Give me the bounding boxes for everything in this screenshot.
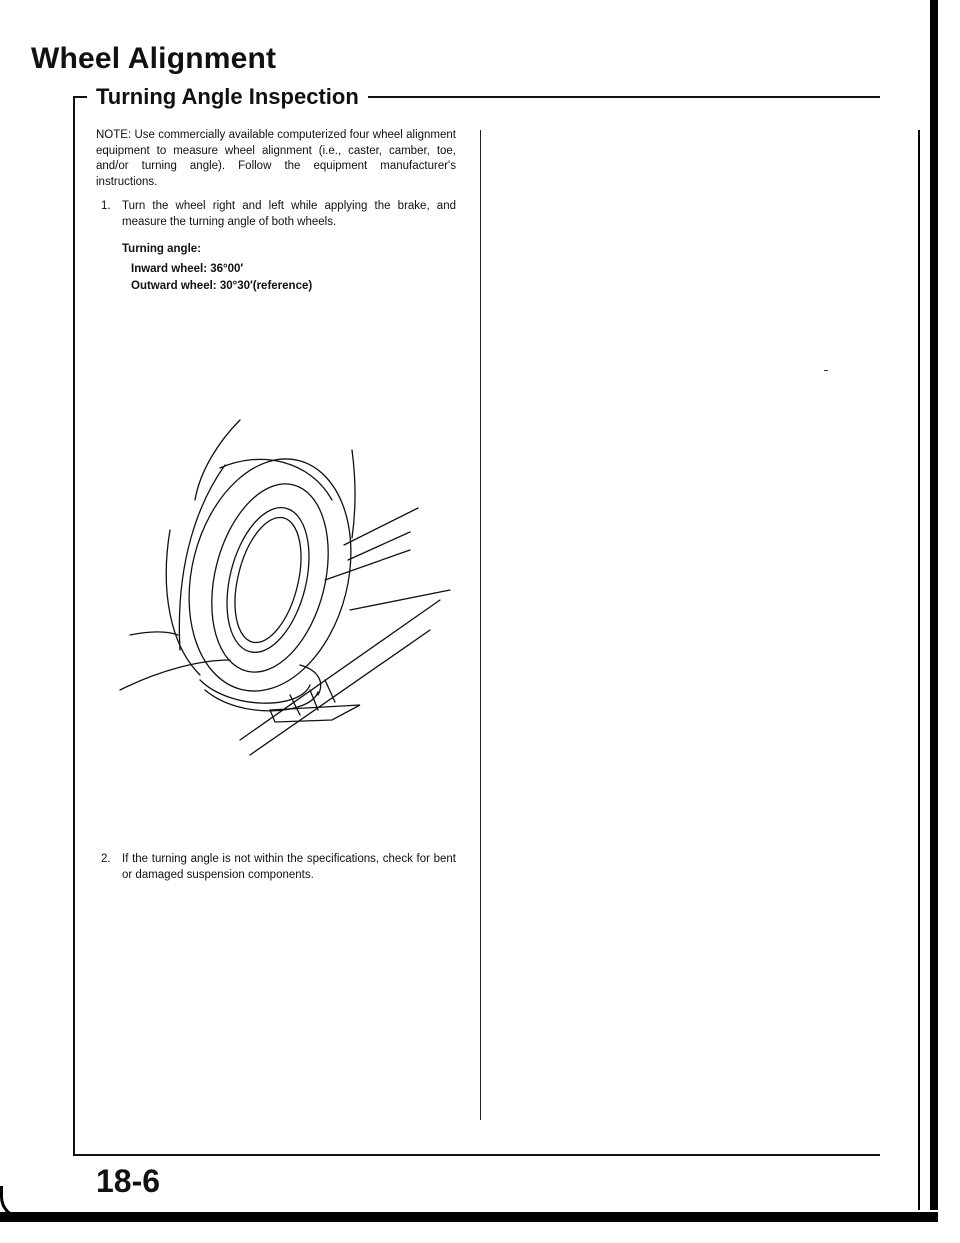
- step-2-number: 2.: [101, 853, 111, 865]
- stray-mark: [824, 370, 828, 371]
- main-text-column: [96, 128, 456, 297]
- column-divider: [480, 130, 481, 1120]
- page-edge-bar-right: [930, 0, 938, 1210]
- section-bracket-top-right: [368, 96, 880, 98]
- page-edge-bar-bottom: [0, 1212, 938, 1222]
- note-paragraph: NOTE: Use commercially available computerized four wheel alignment equipment to measure wheel alignment (i.e., caster, camber, toe, and/or turning angle). Follow the equipment manufacturer's instructions.: [96, 129, 456, 188]
- section-subtitle: Turning Angle Inspection: [96, 84, 359, 109]
- step-1-text: Turn the wheel right and left while applying the brake, and measure the turning angle of both wheels.: [122, 200, 456, 228]
- page-number: 18-6: [96, 1163, 161, 1199]
- spec-label: Turning angle:: [122, 243, 202, 255]
- step-2-paragraph: [96, 852, 456, 883]
- page-title: Wheel Alignment: [31, 42, 277, 75]
- section-bracket-top-left: [73, 96, 87, 98]
- page-edge-line-right: [918, 130, 920, 1210]
- section-bracket-vertical: [73, 96, 75, 1156]
- step-2: [96, 852, 456, 895]
- step-1-number: 1.: [101, 200, 111, 212]
- wheel-on-turntable-icon: [100, 410, 470, 770]
- step-1: [96, 199, 456, 230]
- step-2-text: If the turning angle is not within the specifications, check for bent or damaged suspension components.: [122, 853, 456, 881]
- spec-outward-wheel: Outward wheel: 30°30′(reference): [131, 280, 313, 292]
- section-bottom-rule: [73, 1154, 880, 1156]
- spec-inward-wheel: Inward wheel: 36°00′: [131, 262, 244, 275]
